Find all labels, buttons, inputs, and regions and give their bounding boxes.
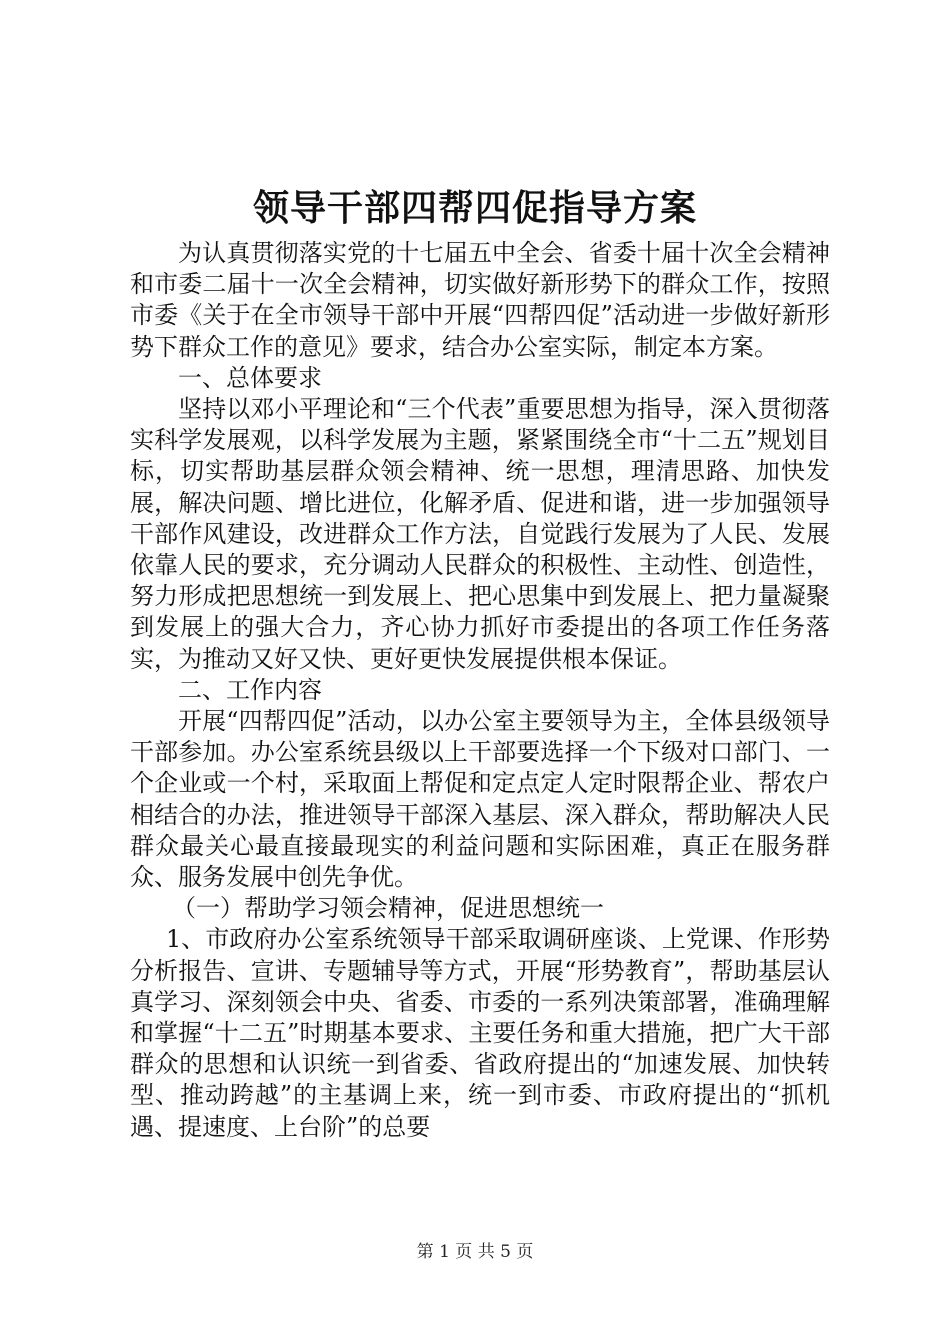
section-heading-work-content: 二、工作内容 [178, 675, 322, 704]
document-body [130, 238, 830, 1143]
general-requirements-paragraph: 坚持以邓小平理论和“三个代表”重要思想为指导，深入贯彻落实科学发展观，以科学发展为主题，紧紧围绕全市“十二五”规划目标，切实帮助基层群众领会精神、统一思想，理清思路、加快发展，解决问题、增比进位，化解矛盾、促进和谐，进一步加强领导干部作风建设，改进群众工作方法，自觉践行发展为了人民、发展依靠人民的要求，充分调动人民群众的积极性、主动性、创造性，努力形成把思想统一到发展上、把心思集中到发展上、把力量凝聚到发展上的强大合力，齐心协力抓好市委提出的各项工作任务落实，为推动又好又快、更好更快发展提供根本保证。 [130, 395, 830, 673]
list-item-1: 1、市政府办公室系统领导干部采取调研座谈、上党课、作形势分析报告、宣讲、专题辅导等方式，开展“形势教育”，帮助基层认真学习、深刻领会中央、省委、市委的一系列决策部署，准确理解和掌握“十二五”时期基本要求、主要任务和重大措施，把广大干部群众的思想和认识统一到省委、省政府提出的“加速发展、加快转型、推动跨越”的主基调上来，统一到市委、市政府提出的“抓机遇、提速度、上台阶”的总要 [130, 925, 830, 1141]
intro-paragraph: 为认真贯彻落实党的十七届五中全会、省委十届十次全会精神和市委二届十一次全会精神，切实做好新形势下的群众工作，按照市委《关于在全市领导干部中开展“四帮四促”活动进一步做好新形势下群众工作的意见》要求，结合办公室实际，制定本方案。 [130, 239, 830, 361]
page-title: 领导干部四帮四促指导方案 [252, 187, 697, 229]
subsection-heading-study: （一）帮助学习领会精神，促进思想统一 [172, 894, 604, 923]
work-content-paragraph: 开展“四帮四促”活动，以办公室主要领导为主，全体县级领导干部参加。办公室系统县级以上干部要选择一个下级对口部门、一个企业或一个村，采取面上帮促和定点定人定时限帮企业、帮农户相结合的办法，推进领导干部深入基层、深入群众，帮助解决人民群众最关心最直接最现实的利益问题和实际困难，真正在服务群众、服务发展中创先争优。 [130, 707, 830, 892]
page-footer: 第 1 页 共 5 页 [416, 1242, 534, 1262]
section-heading-general-requirements: 一、总体要求 [178, 363, 322, 392]
